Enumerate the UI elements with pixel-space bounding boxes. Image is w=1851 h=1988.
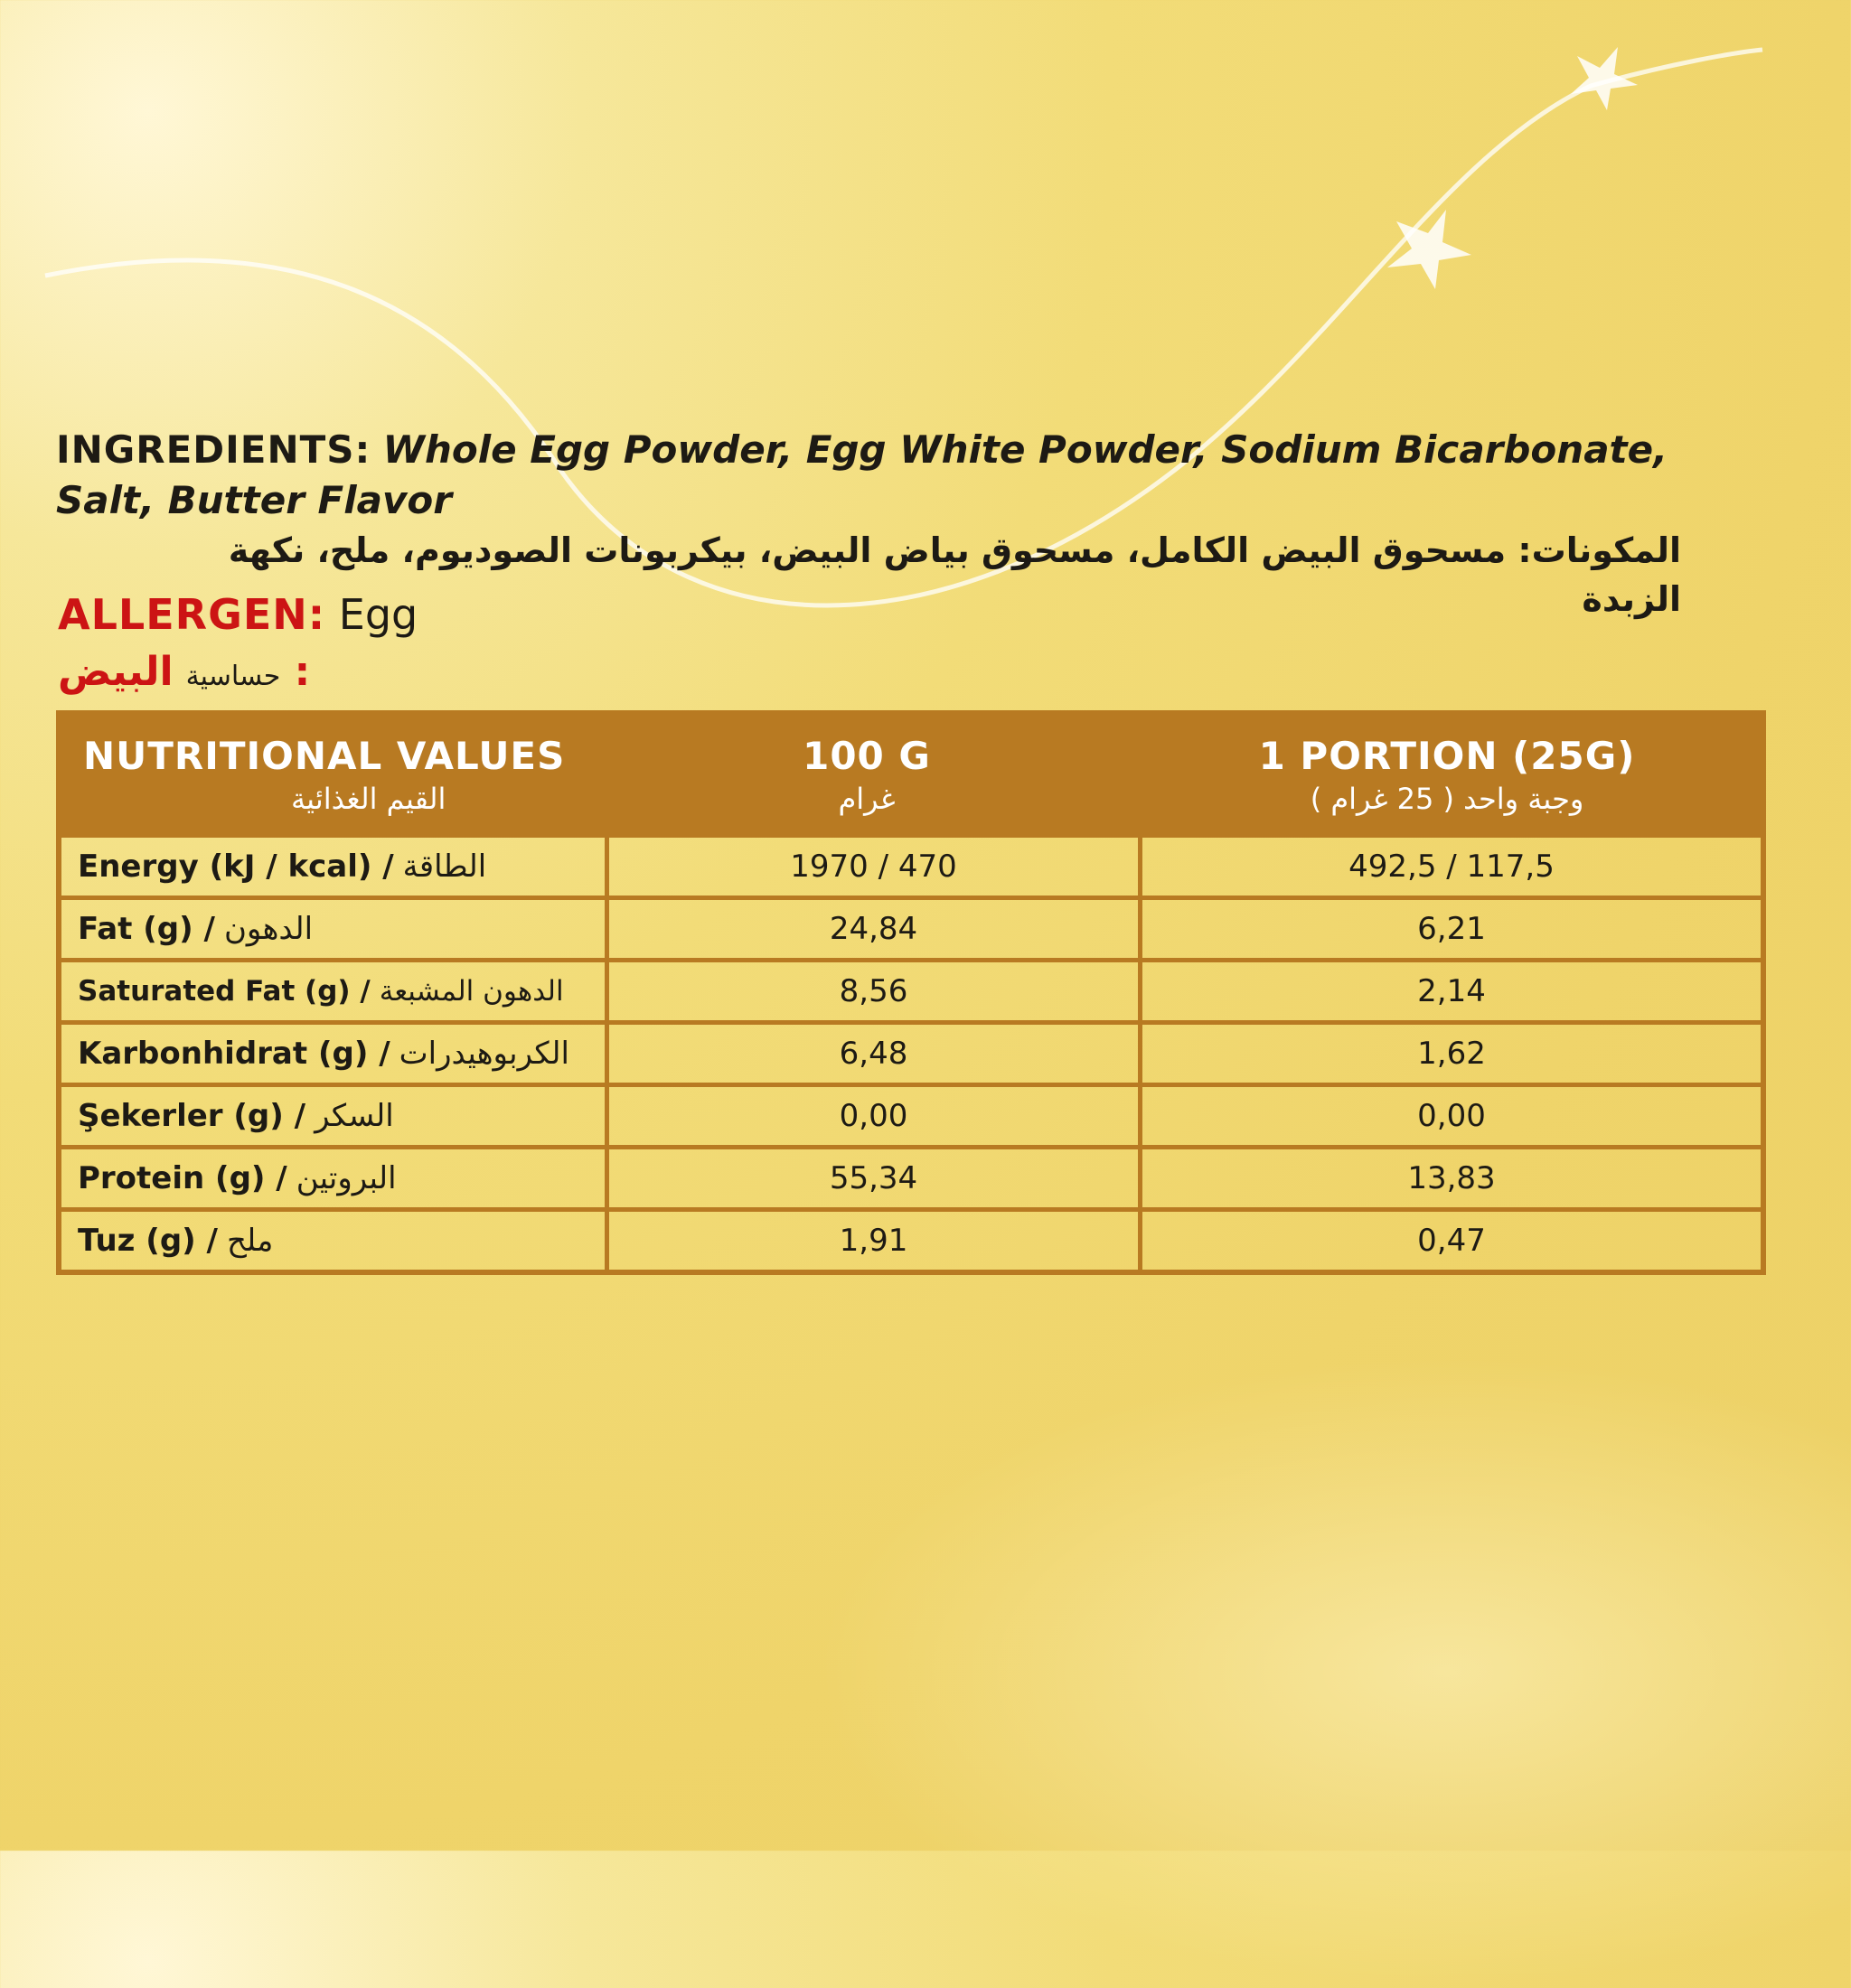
row-label (61, 1212, 609, 1270)
header-nutritional-values (61, 716, 600, 833)
value-per-portion: 492,5 / 117,5 (1348, 849, 1555, 885)
table-row (61, 1207, 1761, 1270)
value-per-portion: 0,47 (1417, 1223, 1486, 1259)
allergen-label: ALLERGEN: (58, 590, 326, 639)
header-portion (1133, 716, 1761, 833)
allergen-arabic-label: البيض : (58, 649, 311, 695)
allergen-arabic (58, 645, 310, 704)
value-per-100g: 24,84 (609, 900, 1142, 958)
row-label (61, 1087, 609, 1145)
row-label-text: Energy (kJ / kcal) / (78, 849, 394, 885)
value-per-portion: 2,14 (1417, 973, 1486, 1009)
ingredients-label: INGREDIENTS: (56, 427, 371, 472)
allergen (58, 587, 418, 642)
value-per-portion: 13,83 (1407, 1160, 1496, 1196)
row-label (61, 962, 609, 1020)
value-per-100g: 6,48 (609, 1025, 1142, 1083)
value-per-100g: 0,00 (609, 1087, 1142, 1145)
row-label-text: Şekerler (g) / (78, 1098, 306, 1134)
row-label (61, 838, 609, 896)
star-icon (1571, 47, 1638, 110)
ingredients (56, 425, 1701, 526)
table-row (61, 1145, 1761, 1207)
value-per-100g: 1970 / 470 (609, 838, 1142, 896)
value-per-100g: 1,91 (609, 1212, 1142, 1270)
row-label-arabic: الطاقة (402, 849, 487, 885)
header-100g (600, 716, 1133, 833)
row-label-arabic: الدهون (223, 911, 314, 947)
table-header (61, 716, 1761, 833)
ingredients-text: Whole Egg Powder, Egg White Powder, Sodium Bicarbonate, Salt, Butter Flavor (56, 427, 1668, 522)
header-label: NUTRITIONAL VALUES (83, 734, 566, 778)
row-label-text: Tuz (g) / (78, 1223, 218, 1259)
row-label-arabic: الكربوهيدرات (399, 1036, 569, 1072)
row-label-arabic: الدهون المشبعة (379, 975, 564, 1008)
value-per-portion: 0,00 (1417, 1098, 1486, 1134)
star-icon (1387, 210, 1471, 289)
table-row (61, 1020, 1761, 1083)
header-label-arabic: غرام (838, 782, 896, 816)
row-label (61, 1149, 609, 1207)
allergen-value: Egg (338, 590, 418, 639)
value-per-100g: 8,56 (609, 962, 1142, 1020)
row-label (61, 1025, 609, 1083)
header-label: 1 PORTION (25G) (1258, 734, 1636, 778)
row-label (61, 900, 609, 958)
value-per-portion: 1,62 (1417, 1036, 1486, 1072)
background-glow (813, 1355, 1851, 1988)
ingredients-arabic: المكونات: مسحوق البيض الكامل، مسحوق بياض البيض، بيكربونات الصوديوم، ملح، نكهة الزبدة (228, 530, 1681, 619)
row-label-arabic: البروتين (296, 1160, 397, 1196)
header-label-arabic: القيم الغذائية (291, 782, 446, 816)
nutrition-table (56, 710, 1766, 1275)
header-label-arabic: وجبة واحد ( 25 غرام ) (1310, 782, 1584, 816)
table-row (61, 958, 1761, 1020)
allergen-arabic-value: حساسية (185, 661, 281, 692)
table-row (61, 1083, 1761, 1145)
table-row (61, 896, 1761, 958)
row-label-text: Karbonhidrat (g) / (78, 1036, 390, 1072)
header-label: 100 G (803, 734, 931, 778)
row-label-text: Saturated Fat (g) / (78, 975, 371, 1008)
row-label-arabic: ملح (226, 1223, 274, 1259)
row-label-text: Protein (g) / (78, 1160, 287, 1196)
row-label-arabic: السكر (315, 1098, 394, 1134)
value-per-portion: 6,21 (1417, 911, 1486, 947)
table-row (61, 833, 1761, 896)
row-label-text: Fat (g) / (78, 911, 215, 947)
value-per-100g: 55,34 (609, 1149, 1142, 1207)
